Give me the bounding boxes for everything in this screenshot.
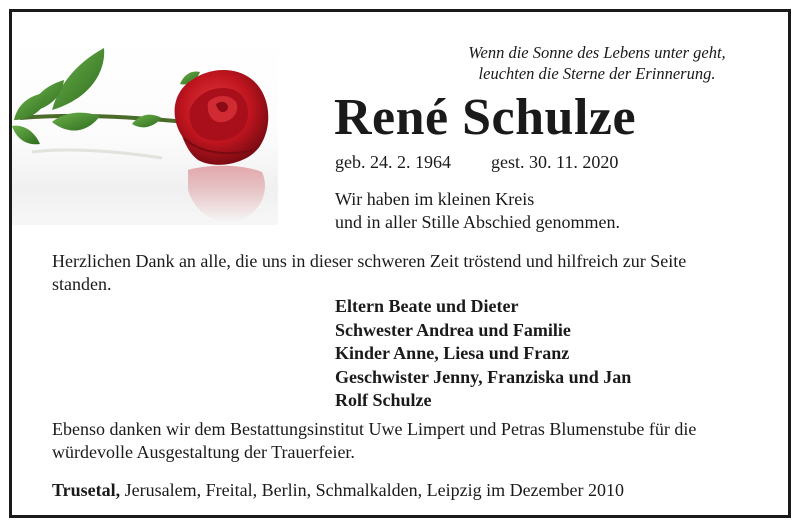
verse-line: Wenn die Sonne des Lebens unter geht, (468, 43, 726, 62)
funeral-thanks-paragraph (52, 418, 787, 464)
place-and-date (52, 479, 624, 502)
mourner-entry: Rolf Schulze (335, 390, 432, 410)
deceased-name: René Schulze (334, 89, 637, 146)
life-dates (335, 150, 618, 174)
funeral-thanks-line: Ebenso danken wir dem Bestattungsinstitut Uwe Limpert und Petras Blumenstube für die (52, 419, 697, 439)
obituary-frame (9, 9, 791, 518)
mourner-entry: Schwester Andrea und Familie (335, 319, 571, 340)
intro-line: Wir haben im kleinen Kreis (335, 189, 535, 209)
mourner-entry: Eltern Beate und Dieter (335, 296, 519, 316)
intro-text (335, 188, 620, 234)
rose-icon (12, 40, 278, 225)
rose-image (12, 40, 278, 225)
mourners-list (335, 295, 631, 413)
other-places-date: Jerusalem, Freital, Berlin, Schmalkalden, Leipzig im Dezember 2010 (120, 480, 625, 500)
verse (432, 42, 762, 84)
hometown: Trusetal, (52, 480, 121, 500)
mourner-entry: Kinder Anne, Liesa und Franz (335, 343, 570, 363)
intro-line: und in aller Stille Abschied genommen. (335, 212, 620, 232)
thanks-paragraph (52, 250, 787, 296)
birth-date: geb. 24. 2. 1964 (335, 152, 451, 172)
funeral-thanks-line: würdevolle Ausgestaltung der Trauerfeier. (52, 442, 355, 462)
mourner-entry: Geschwister Jenny, Franziska und Jan (335, 366, 632, 387)
verse-line: leuchten die Sterne der Erinnerung. (478, 64, 716, 83)
thanks-line: standen. (52, 274, 112, 294)
death-date: gest. 30. 11. 2020 (491, 152, 619, 172)
thanks-line: Herzlichen Dank an alle, die uns in dieser schweren Zeit tröstend und hilfreich zur Seite (52, 251, 687, 271)
